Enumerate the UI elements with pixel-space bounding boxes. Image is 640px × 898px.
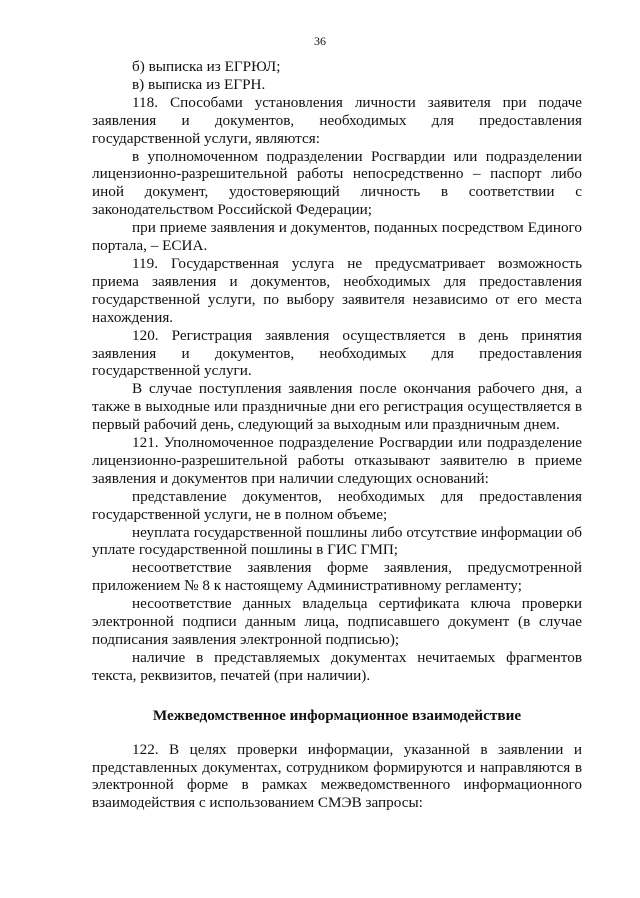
paragraph-121-item-unreadable: наличие в представляемых документах нечитаемых фрагментов текста, реквизитов, печатей (при наличии). bbox=[92, 648, 582, 684]
paragraph-118-item-passport: в уполномоченном подразделении Росгвардии или подразделении лицензионно-разрешительной работы непосредственно – паспорт либо иной документ, удостоверяющий личность в соответствии с законодательством Российской Федерации; bbox=[92, 147, 582, 219]
paragraph-120-continuation: В случае поступления заявления после окончания рабочего дня, а также в выходные или праздничные дни его регистрация осуществляется в первый рабочий день, следующий за выходным или праздничным днем. bbox=[92, 380, 582, 434]
list-item-egrul: б) выписка из ЕГРЮЛ; bbox=[132, 58, 281, 75]
paragraph-118-item-esia: при приеме заявления и документов, поданных посредством Единого портала, – ЕСИА. bbox=[92, 219, 582, 255]
paragraph-121-item-form: несоответствие заявления форме заявления, предусмотренной приложением № 8 к настоящему Административному регламенту; bbox=[92, 559, 582, 595]
paragraph-118: 118. Способами установления личности заявителя при подаче заявления и документов, необходимых для предоставления государственной услуги, являются: bbox=[92, 93, 582, 147]
document-body bbox=[92, 58, 582, 812]
paragraph-120: 120. Регистрация заявления осуществляется в день принятия заявления и документов, необходимых для предоставления государственной услуги. bbox=[92, 326, 582, 380]
list-item-egrn: в) выписка из ЕГРН. bbox=[132, 75, 266, 93]
paragraph-121-item-incomplete: представление документов, необходимых для предоставления государственной услуги, не в полном объеме; bbox=[92, 487, 582, 523]
paragraph-121-item-signature: несоответствие данных владельца сертификата ключа проверки электронной подписи данным лица, подписавшего документ (в случае подписания заявления электронной подписью); bbox=[92, 595, 582, 648]
page-number: 36 bbox=[314, 34, 326, 48]
paragraph-122: 122. В целях проверки информации, указанной в заявлении и представленных документах, сотрудником формируются и направляются в электронной форме в рамках межведомственного информационного взаимодействия с использованием СМЭВ запросы: bbox=[92, 740, 582, 812]
paragraph-121: 121. Уполномоченное подразделение Росгвардии или подразделение лицензионно-разрешительной работы отказывают заявителю в приеме заявления и документов при наличии следующих оснований: bbox=[92, 434, 582, 487]
paragraph-119: 119. Государственная услуга не предусматривает возможность приема заявления и документов, необходимых для предоставления государственной услуги, по выбору заявителя независимо от его места нахождения. bbox=[92, 254, 582, 326]
paragraph-121-item-fee: неуплата государственной пошлины либо отсутствие информации об уплате государственной пошлины в ГИС ГМП; bbox=[92, 523, 582, 559]
section-heading: Межведомственное информационное взаимодействие bbox=[152, 706, 522, 724]
